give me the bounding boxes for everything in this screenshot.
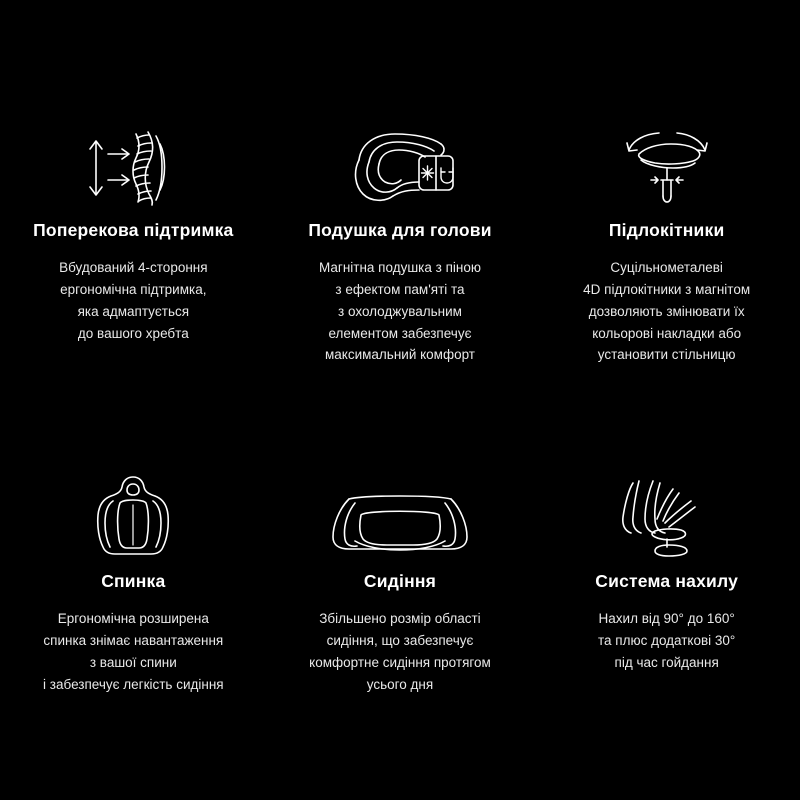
desc-line: Збільшено розмір області [319, 611, 481, 627]
desc-line: Ергономічна розширена [57, 611, 209, 627]
seat-icon [325, 461, 475, 557]
head-pillow-icon [341, 110, 459, 206]
desc-line: під час гойдання [614, 655, 719, 671]
desc-line: Вбудований 4-стороння [59, 260, 208, 275]
feature-title: Система нахилу [595, 571, 739, 592]
desc-line: усього дня [366, 676, 434, 692]
desc-line: ергономічна підтримка, [60, 281, 207, 297]
feature-card-backrest [0, 366, 267, 695]
desc-line: елементом забезпечує [328, 325, 472, 341]
desc-line: Магнітна подушка з піною [319, 260, 481, 275]
feature-description [309, 608, 491, 695]
desc-line: яка адмаптується [77, 303, 190, 319]
feature-card-head-pillow [267, 0, 534, 366]
desc-line: комфортне сидіння протягом [309, 655, 491, 671]
lumbar-support-icon [78, 110, 188, 206]
feature-title: Подушка для голови [308, 220, 492, 240]
desc-line: до вашого хребта [77, 325, 189, 341]
feature-card-tilt-system [533, 366, 800, 695]
desc-line: з охолоджувальним [338, 303, 462, 319]
feature-title: Сидіння [363, 571, 437, 592]
desc-line: кольорові накладки або [592, 325, 742, 341]
feature-title: Поперекова підтримка [33, 220, 234, 240]
desc-line: з вашої спини [89, 655, 177, 671]
tilt-system-icon [607, 461, 727, 557]
desc-line: максимальний комфорт [324, 347, 475, 363]
feature-description [583, 257, 750, 366]
feature-description [43, 608, 224, 695]
feature-description [319, 257, 481, 366]
backrest-icon [93, 461, 173, 557]
feature-title: Підлокітники [608, 220, 725, 240]
feature-card-lumbar-support [0, 0, 267, 366]
feature-card-armrests [533, 0, 800, 366]
desc-line: установити стільницю [597, 347, 736, 363]
desc-line: з ефектом пам'яті та [335, 281, 465, 297]
desc-line: дозволяють змінювати їх [588, 303, 745, 319]
armrest-icon [611, 110, 723, 206]
feature-description [598, 608, 735, 674]
desc-line: Суцільнометалеві [610, 260, 723, 275]
feature-description [59, 257, 207, 344]
desc-line: сидіння, що забезпечує [326, 633, 474, 649]
feature-title: Спинка [101, 571, 166, 592]
desc-line: 4D підлокітники з магнітом [583, 281, 751, 297]
desc-line: та плюс додаткові 30° [597, 633, 736, 649]
desc-line: Нахил від 90° до 160° [598, 611, 735, 627]
desc-line: спинка знімає навантаження [43, 633, 224, 649]
feature-card-seat [267, 366, 534, 695]
desc-line: і забезпечує легкість сидіння [43, 676, 224, 692]
